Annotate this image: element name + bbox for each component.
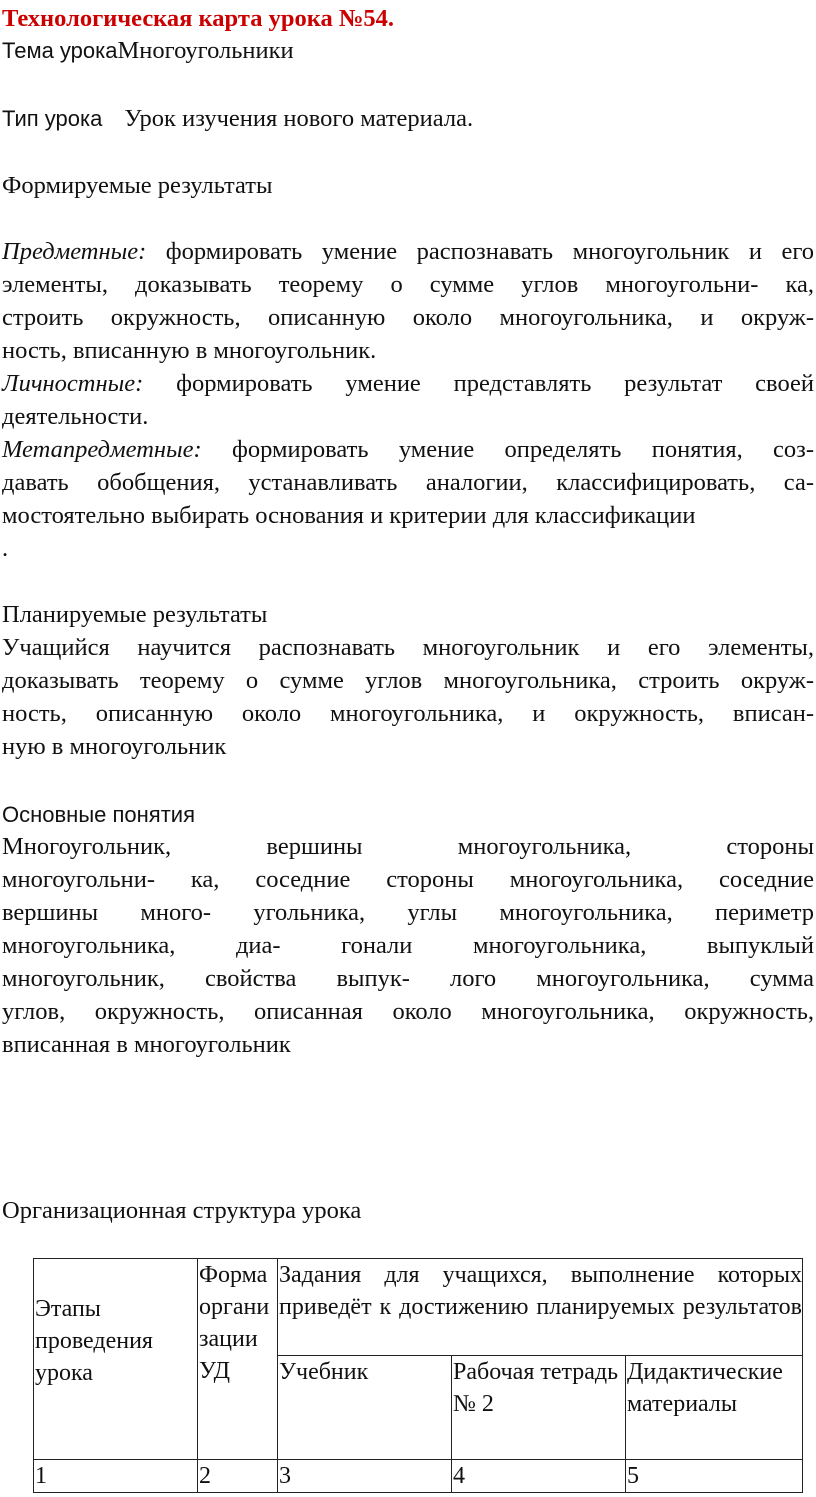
topic-label: Тема урока bbox=[2, 38, 118, 63]
lesson-structure-table bbox=[33, 1258, 803, 1493]
meta-label: Метапредметные: bbox=[2, 436, 202, 463]
results-heading: Формируемые результаты bbox=[2, 172, 273, 199]
meta-line-3: мостоятельно выбирать основания и критерии для классификации bbox=[2, 502, 696, 529]
topic-value: Многоугольники bbox=[117, 37, 294, 64]
page-title: Технологическая карта урока №54. bbox=[2, 5, 395, 32]
lesson-type-label: Тип урока bbox=[2, 106, 103, 131]
planned-line-4: ную в многоугольник bbox=[2, 733, 227, 760]
table-cell: 1 bbox=[34, 1460, 198, 1493]
col-tasks-header: Задания для учащихся, выполнение которых приведёт к достижению планируемых результатов bbox=[278, 1259, 803, 1356]
personal-line-2: деятельности. bbox=[2, 403, 149, 430]
table-header-row bbox=[34, 1259, 803, 1356]
col-form-header: Форма организации УД bbox=[198, 1259, 278, 1460]
table-cell: 5 bbox=[626, 1460, 803, 1493]
subject-line-2: элементы, доказывать теорему о сумме углов многоугольни- ка, bbox=[2, 271, 814, 298]
planned-line-3: ность, описанную около многоугольника, и окружность, вписан- bbox=[2, 700, 814, 727]
concepts-line-3: вершины много- угольника, углы многоугольника, периметр bbox=[2, 899, 814, 926]
concepts-heading: Основные понятия bbox=[2, 802, 195, 827]
col-textbook-header: Учебник bbox=[278, 1356, 452, 1460]
personal-label: Личностные: bbox=[2, 370, 144, 397]
subject-line-4: ность, вписанную в многоугольник. bbox=[2, 337, 377, 364]
planned-line-2: доказывать теорему о сумме углов многоугольника, строить окруж- bbox=[2, 667, 814, 694]
concepts-line-7: вписанная в многоугольник bbox=[2, 1031, 291, 1058]
concepts-line-1: Многоугольник, вершины многоугольника, стороны bbox=[2, 833, 814, 860]
concepts-line-6: углов, окружность, описанная около многоугольника, окружность, bbox=[2, 998, 814, 1025]
concepts-line-2: многоугольни- ка, соседние стороны многоугольника, соседние bbox=[2, 866, 814, 893]
concepts-line-4: многоугольника, диа- гонали многоугольника, выпуклый bbox=[2, 932, 814, 959]
meta-line-2: давать обобщения, устанавливать аналогии, классифицировать, са- bbox=[2, 469, 814, 496]
table-cell: 2 bbox=[198, 1460, 278, 1493]
subject-line-1: Предметные: формировать умение распознавать многоугольник и его bbox=[2, 238, 815, 265]
table-row bbox=[34, 1460, 803, 1493]
subject-line-3: строить окружность, описанную около многоугольника, и окруж- bbox=[2, 304, 814, 331]
table-cell: 4 bbox=[452, 1460, 626, 1493]
topic-row bbox=[2, 34, 294, 67]
meta-line-1: Метапредметные: формировать умение определять понятия, соз- bbox=[2, 436, 814, 463]
col-stages-header: Этапы проведения урока bbox=[34, 1259, 198, 1460]
planned-line-1: Учащийся научится распознавать многоугольник и его элементы, bbox=[2, 634, 814, 661]
concepts-line-5: многоугольник, свойства выпук- лого многоугольника, сумма bbox=[2, 965, 814, 992]
meta-line-4: . bbox=[2, 535, 9, 562]
subject-label: Предметные: bbox=[2, 238, 147, 265]
lesson-type-row bbox=[2, 102, 473, 135]
col-didactic-header: Дидактические материалы bbox=[626, 1356, 803, 1460]
col-workbook-header: Рабочая тетрадь № 2 bbox=[452, 1356, 626, 1460]
planned-heading: Планируемые результаты bbox=[2, 601, 268, 628]
table-cell: 3 bbox=[278, 1460, 452, 1493]
structure-heading: Организационная структура урока bbox=[2, 1197, 362, 1224]
lesson-type-value: Урок изучения нового материала. bbox=[124, 105, 474, 132]
personal-line-1: Личностные: формировать умение представлять результат своей bbox=[2, 370, 814, 397]
